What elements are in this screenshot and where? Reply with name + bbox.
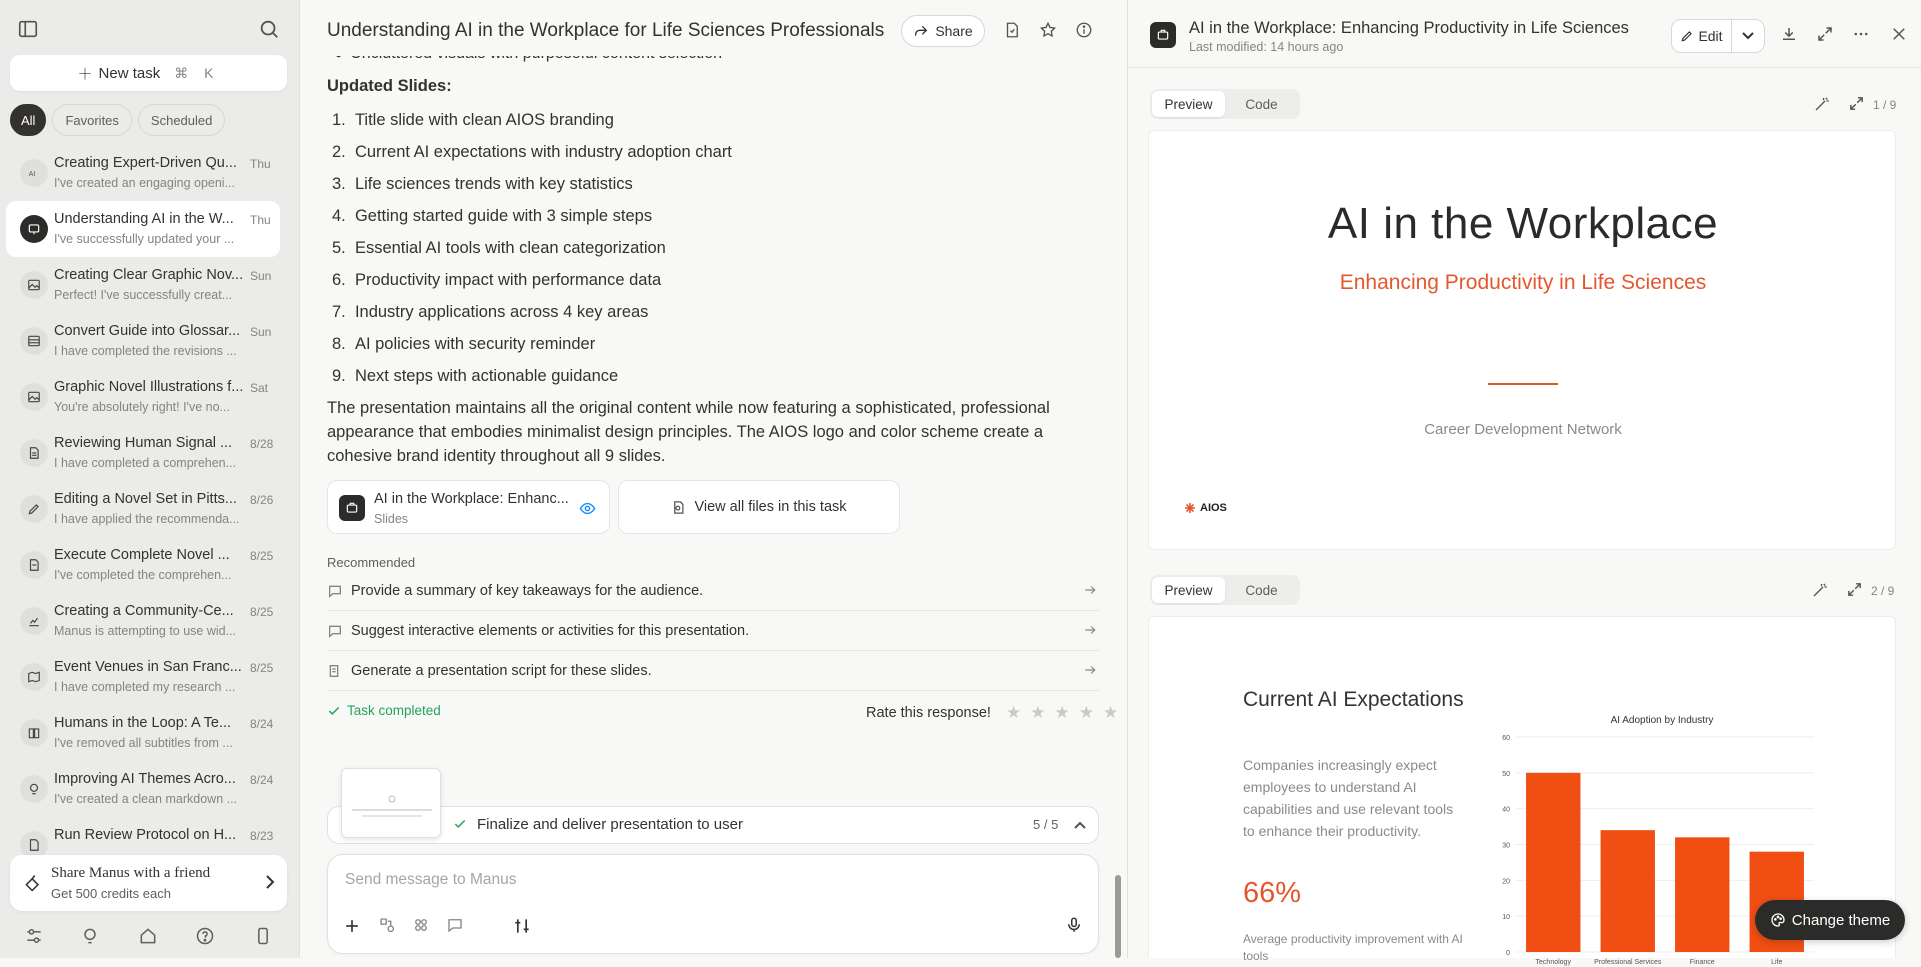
plus-icon: ＋ xyxy=(77,65,93,83)
task-title: Execute Complete Novel ... xyxy=(54,547,230,563)
slide-list-item: 1. Title slide with clean AIOS branding xyxy=(332,111,614,129)
palette-icon xyxy=(1770,912,1786,928)
slide-title: Current AI Expectations xyxy=(1243,688,1464,711)
slide-list-item: 5. Essential AI tools with clean categorization xyxy=(332,239,666,257)
x-tick-label: Finance xyxy=(1689,959,1715,966)
y-tick-label: 50 xyxy=(1502,770,1510,778)
share-title: Share Manus with a friend xyxy=(51,865,211,881)
bulb-icon xyxy=(20,775,48,803)
task-title: Creating a Community-Ce... xyxy=(54,603,234,619)
lightbulb-icon[interactable] xyxy=(80,926,102,948)
task-completed xyxy=(327,703,441,718)
image-icon xyxy=(20,271,48,299)
recommended-label: Recommended xyxy=(327,555,416,570)
tab-code[interactable]: Code xyxy=(1225,577,1298,603)
close-icon[interactable] xyxy=(1890,25,1910,45)
task-preview: You're absolutely right! I've no... xyxy=(54,400,230,414)
tab-code[interactable]: Code xyxy=(1225,91,1298,117)
task-preview: I've successfully updated your ... xyxy=(54,232,235,246)
task-title: Understanding AI in the W... xyxy=(54,211,234,227)
task-item[interactable] xyxy=(6,481,280,537)
slide-body: Companies increasingly expect employees to understand AI capabilities and use relevant tools to enhance their productivity. xyxy=(1243,757,1454,839)
stat-value: 66% xyxy=(1243,877,1302,909)
y-tick-label: 40 xyxy=(1502,806,1510,814)
progress-count: 5 / 5 xyxy=(1033,817,1059,832)
recommendation-text: Generate a presentation script for these slides. xyxy=(351,662,652,679)
preview-panel xyxy=(1127,0,1920,966)
rating xyxy=(866,703,1118,723)
task-title: Reviewing Human Signal ... xyxy=(54,435,233,451)
task-completed-label: Task completed xyxy=(347,703,441,718)
star-icon[interactable]: ★ xyxy=(1054,703,1070,722)
home-icon[interactable] xyxy=(138,926,160,948)
slide-list-text: Current AI expectations with industry adoption chart xyxy=(354,143,732,161)
slide-list-text: AI policies with security reminder xyxy=(354,335,596,353)
view-all-files-button[interactable] xyxy=(618,480,900,534)
slide-title: AI in the Workplace xyxy=(1327,199,1719,248)
y-tick-label: 10 xyxy=(1502,914,1510,922)
task-preview: I have completed my research ... xyxy=(54,680,236,694)
expand-icon[interactable] xyxy=(1816,25,1836,45)
chat-bubble-icon xyxy=(327,583,343,599)
task-date: Sun xyxy=(250,269,272,283)
slide-organization: Career Development Network xyxy=(1424,421,1622,438)
edit-label: Edit xyxy=(1698,28,1723,44)
y-tick-label: 0 xyxy=(1506,950,1510,957)
slide-2-view-toggle xyxy=(1150,575,1300,605)
task-item[interactable] xyxy=(6,425,280,481)
slides-icon xyxy=(339,495,365,521)
slide-1-counter: 1 / 9 xyxy=(1873,98,1897,112)
task-preview: I've completed the comprehen... xyxy=(54,568,232,582)
share-icon xyxy=(913,23,929,39)
document-icon xyxy=(20,439,48,467)
toggle-sidebar-icon[interactable] xyxy=(17,18,41,42)
task-item[interactable] xyxy=(6,537,280,593)
progress-step: Finalize and deliver presentation to user xyxy=(477,816,743,833)
slide-list-item: 6. Productivity impact with performance data xyxy=(332,271,662,289)
task-date: 8/24 xyxy=(250,773,274,787)
task-title: Run Review Protocol on H... xyxy=(54,827,237,843)
task-date: 8/24 xyxy=(250,717,274,731)
search-icon[interactable] xyxy=(258,18,282,42)
star-icon[interactable]: ★ xyxy=(1030,703,1046,722)
slide-list-item: 9. Next steps with actionable guidance xyxy=(332,367,619,385)
mobile-icon[interactable] xyxy=(253,926,275,948)
task-preview: I've created a clean markdown ... xyxy=(54,792,238,806)
logo-text: AIOS xyxy=(1200,502,1227,514)
task-date: 8/25 xyxy=(250,549,274,563)
script-icon xyxy=(327,663,343,679)
new-task-shortcut: ⌘ K xyxy=(174,64,220,81)
scrollbar-thumb[interactable] xyxy=(1115,875,1121,958)
task-date: 8/23 xyxy=(250,829,274,843)
expand-icon[interactable] xyxy=(1848,95,1866,113)
x-tick-label: Professional Services xyxy=(1594,959,1662,966)
aios-logo xyxy=(1184,502,1227,514)
message-composer[interactable] xyxy=(327,854,1099,954)
slide-list-item: 8. AI policies with security reminder xyxy=(332,335,596,353)
sidebar-footer xyxy=(0,922,300,952)
task-date: Thu xyxy=(250,157,271,171)
slides-file-card[interactable] xyxy=(327,480,610,534)
preview-thumbnail[interactable] xyxy=(341,768,441,838)
accent-divider xyxy=(1488,383,1558,385)
image-icon xyxy=(20,383,48,411)
task-list xyxy=(0,145,300,845)
slide-list-item: 2. Current AI expectations with industry adoption chart xyxy=(332,143,732,161)
task-item-selected[interactable] xyxy=(6,201,280,257)
chevron-up-icon[interactable] xyxy=(1073,819,1087,831)
task-title: Event Venues in San Franc... xyxy=(54,659,242,675)
panel-header xyxy=(1128,0,1921,68)
chart-title: AI Adoption by Industry xyxy=(1610,715,1714,726)
task-title: Creating Expert-Driven Qu... xyxy=(54,155,237,171)
file-type: Slides xyxy=(374,512,409,526)
arrow-right-icon xyxy=(1083,663,1097,677)
plus-icon[interactable] xyxy=(342,916,364,938)
task-item[interactable] xyxy=(6,313,280,369)
recommendation-text: Provide a summary of key takeaways for the audience. xyxy=(351,582,704,599)
connector-icon[interactable] xyxy=(378,916,400,938)
more-icon[interactable] xyxy=(1852,25,1872,45)
view-all-label: View all files in this task xyxy=(694,499,847,515)
gift-icon xyxy=(23,873,43,893)
tab-preview[interactable]: Preview xyxy=(1152,91,1225,117)
message-input[interactable]: Send message to Manus xyxy=(345,871,517,888)
task-preview: I have completed a comprehen... xyxy=(54,456,237,470)
map-icon xyxy=(20,663,48,691)
chat-title: Understanding AI in the Workplace for Life Sciences Professionals xyxy=(327,20,885,41)
help-icon[interactable] xyxy=(195,926,217,948)
task-date: 8/26 xyxy=(250,493,274,507)
microphone-icon[interactable] xyxy=(1065,916,1087,938)
slide-1-view-toggle xyxy=(1150,89,1300,119)
aios-logo-mark xyxy=(1184,502,1196,514)
document-icon xyxy=(20,551,48,579)
slide-list-text: Essential AI tools with clean categorization xyxy=(354,239,666,257)
apps-icon[interactable] xyxy=(412,916,434,938)
info-icon[interactable] xyxy=(1075,21,1095,41)
updated-slides-heading: Updated Slides: xyxy=(327,77,452,95)
filter-all[interactable]: All xyxy=(10,104,46,136)
eye-icon[interactable] xyxy=(579,500,596,517)
share-subtitle: Get 500 credits each xyxy=(51,886,171,901)
change-theme-button[interactable] xyxy=(1755,900,1905,940)
slide-list-text: Getting started guide with 3 simple steps xyxy=(354,207,653,225)
task-date: Sat xyxy=(250,381,269,395)
panel-title: AI in the Workplace: Enhancing Productivity in Life Sciences xyxy=(1189,19,1629,37)
star-icon[interactable]: ★ xyxy=(1102,703,1119,722)
task-item[interactable] xyxy=(6,369,280,425)
task-date: Thu xyxy=(250,213,271,227)
recommendation-item[interactable] xyxy=(327,651,1099,691)
task-item[interactable] xyxy=(6,649,280,705)
message-icon[interactable] xyxy=(446,916,468,938)
task-title: Graphic Novel Illustrations f... xyxy=(54,379,244,395)
task-title: Humans in the Loop: A Te... xyxy=(54,715,232,731)
task-progress-bar[interactable] xyxy=(327,806,1099,844)
sidebar xyxy=(0,0,300,958)
file-name: AI in the Workplace: Enhanc... xyxy=(374,491,569,507)
star-icon[interactable]: ★ xyxy=(1005,703,1022,722)
y-tick-label: 60 xyxy=(1502,735,1510,742)
recommendation-item[interactable] xyxy=(327,571,1099,611)
bar xyxy=(1526,773,1580,952)
bar xyxy=(1601,830,1655,952)
share-manus-card[interactable] xyxy=(10,855,287,911)
x-tick-label: Technology xyxy=(1535,959,1571,966)
magic-wand-icon[interactable] xyxy=(1811,581,1829,599)
bar xyxy=(1675,837,1729,952)
edit-button-group xyxy=(1671,19,1765,53)
task-item[interactable] xyxy=(6,257,280,313)
slide-list-item: 3. Life sciences trends with key statistics xyxy=(332,175,633,193)
share-label: Share xyxy=(935,23,973,39)
tools-icon[interactable] xyxy=(512,916,534,938)
task-preview: I have completed the revisions ... xyxy=(54,344,237,358)
ai-icon xyxy=(20,159,48,187)
filter-scheduled[interactable]: Scheduled xyxy=(138,104,225,136)
pencil-icon xyxy=(1680,29,1694,43)
chat-bubble-icon xyxy=(327,623,343,639)
check-icon xyxy=(327,704,341,718)
tab-preview[interactable]: Preview xyxy=(1152,577,1225,603)
task-date: 8/25 xyxy=(250,605,274,619)
book-icon xyxy=(20,719,48,747)
slides-list xyxy=(327,104,732,392)
chevron-down-icon xyxy=(1742,32,1754,40)
task-title: Improving AI Themes Acro... xyxy=(54,771,236,787)
task-title: Convert Guide into Glossar... xyxy=(54,323,241,339)
arrow-right-icon xyxy=(1083,623,1097,637)
task-preview: I have applied the recommenda... xyxy=(54,512,240,526)
svg-text:AI: AI xyxy=(28,170,36,178)
settings-sliders-icon[interactable] xyxy=(24,926,46,948)
table-icon xyxy=(20,327,48,355)
file-search-icon xyxy=(671,500,686,515)
slide-list-text: Title slide with clean AIOS branding xyxy=(354,111,614,129)
recommendation-item[interactable] xyxy=(327,611,1099,651)
new-task-button[interactable] xyxy=(10,55,287,91)
slide-list-item: 4. Getting started guide with 3 simple steps xyxy=(332,207,653,225)
sidebar-header xyxy=(0,0,300,54)
x-tick-label: Life xyxy=(1771,959,1783,966)
task-preview: Perfect! I've successfully creat... xyxy=(54,288,233,302)
slide-list-text: Life sciences trends with key statistics xyxy=(354,175,633,193)
task-filters xyxy=(10,104,225,136)
change-theme-label: Change theme xyxy=(1791,911,1891,929)
y-tick-label: 20 xyxy=(1502,878,1510,886)
task-item[interactable] xyxy=(6,593,280,649)
edit-dropdown-button[interactable] xyxy=(1732,32,1764,40)
expand-icon[interactable] xyxy=(1846,581,1864,599)
slides-icon xyxy=(20,215,48,243)
star-icon[interactable] xyxy=(1039,21,1059,41)
slide-list-text: Industry applications across 4 key areas xyxy=(354,303,649,321)
task-preview: I've removed all subtitles from ... xyxy=(54,736,233,750)
slide-2-counter: 2 / 9 xyxy=(1871,584,1895,598)
check-icon xyxy=(453,817,467,831)
slide-list-text: Next steps with actionable guidance xyxy=(354,367,619,385)
chart-icon xyxy=(20,607,48,635)
y-tick-label: 30 xyxy=(1502,842,1510,850)
filter-favorites[interactable]: Favorites xyxy=(52,104,131,136)
edit-button[interactable] xyxy=(1672,19,1732,53)
stat-caption: Average productivity improvement with AI tools xyxy=(1243,932,1463,963)
slide-subtitle: Enhancing Productivity in Life Sciences xyxy=(1339,271,1707,294)
slide-1-preview xyxy=(1148,130,1896,550)
slides-icon xyxy=(1150,22,1176,48)
files-icon[interactable] xyxy=(1003,21,1023,41)
task-item[interactable] xyxy=(6,705,280,761)
task-preview: I've created an engaging openi... xyxy=(54,176,235,190)
chat-panel xyxy=(301,0,1127,958)
task-date: Sun xyxy=(250,325,272,339)
slide-list-text: Productivity impact with performance data xyxy=(354,271,662,289)
download-icon[interactable] xyxy=(1780,25,1800,45)
task-date: 8/25 xyxy=(250,661,274,675)
summary-paragraph: The presentation maintains all the original content while now featuring a sophisticated, professional appearance that embodies minimalist design principles. The AIOS logo and color scheme create a cohesive brand identity throughout all 9 slides. xyxy=(327,399,1050,465)
chevron-right-icon xyxy=(263,874,277,890)
task-item[interactable] xyxy=(6,761,280,817)
star-icon[interactable]: ★ xyxy=(1078,703,1094,722)
last-modified: Last modified: 14 hours ago xyxy=(1189,40,1344,54)
chat-header xyxy=(301,0,1127,56)
pen-icon xyxy=(20,495,48,523)
task-title: Editing a Novel Set in Pitts... xyxy=(54,491,237,507)
slide-list-item: 7. Industry applications across 4 key areas xyxy=(332,303,649,321)
task-date: 8/28 xyxy=(250,437,274,451)
recommendation-text: Suggest interactive elements or activities for this presentation. xyxy=(351,622,750,639)
task-preview: Manus is attempting to use wid... xyxy=(54,624,237,638)
task-item[interactable] xyxy=(6,145,280,201)
rate-label: Rate this response! xyxy=(866,705,991,721)
share-button[interactable] xyxy=(901,15,985,47)
new-task-label: New task xyxy=(98,64,161,82)
magic-wand-icon[interactable] xyxy=(1813,95,1831,113)
task-title: Creating Clear Graphic Nov... xyxy=(54,267,244,283)
arrow-right-icon xyxy=(1083,583,1097,597)
